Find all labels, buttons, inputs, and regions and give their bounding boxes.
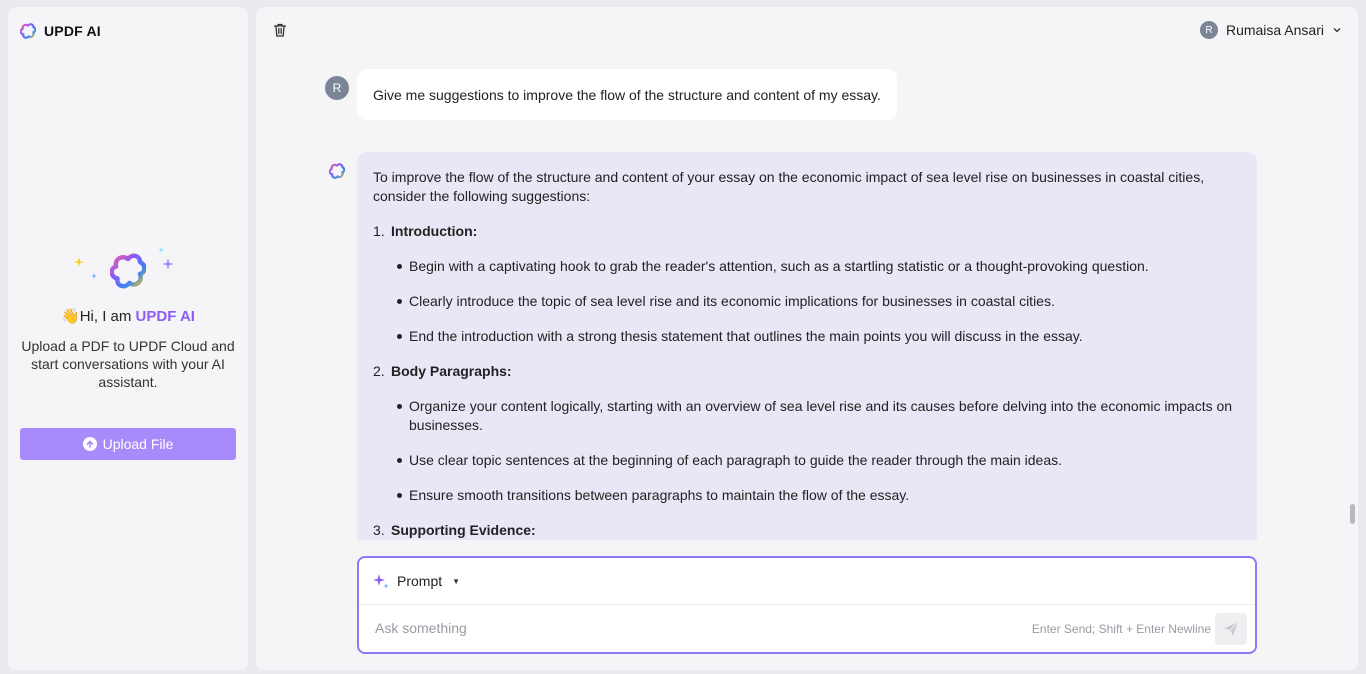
user-name: Rumaisa Ansari [1225,22,1324,38]
updf-logo-icon [329,163,345,179]
list-item: Use clear topic sentences at the beginning of each paragraph to guide the reader through the main ideas. [373,451,1241,470]
section-number: 1. [373,223,385,239]
sparkle-icon [74,257,84,267]
caret-down-icon: ▼ [452,576,461,586]
brand [20,23,101,39]
message-composer [357,556,1257,654]
input-row [359,605,1255,652]
sparkle-icon [162,257,174,271]
send-icon [1222,620,1240,638]
ai-intro: To improve the flow of the structure and content of your essay on the economic impact of sea level rise on businesses in coastal cities, consider the following suggestions: [373,169,1205,204]
clear-chat-button[interactable] [272,22,288,43]
ask-input[interactable] [375,617,1015,639]
section-title [373,222,1241,241]
prompt-mode-label: Prompt [397,573,443,589]
chevron-down-icon [1332,25,1342,35]
upload-file-button[interactable] [20,428,236,460]
list-item [373,222,1241,346]
section-number: 3. [373,522,385,538]
sparkle-icon [91,273,97,279]
avatar: R [1200,21,1218,39]
section-title [373,521,1241,540]
section-title-text: Supporting Evidence: [391,522,536,538]
user-menu[interactable] [1200,21,1342,39]
section-number: 2. [373,363,385,379]
section-title-text: Body Paragraphs: [391,363,512,379]
list-item [373,362,1241,505]
list-item: Ensure smooth transitions between paragraphs to maintain the flow of the essay. [373,486,1241,505]
send-button[interactable] [1215,613,1247,645]
updf-logo-icon [20,23,36,39]
updf-logo-icon [110,253,146,289]
wave-emoji: 👋 [61,308,80,325]
scrollbar[interactable] [1350,504,1355,524]
keyboard-hint: Enter Send; Shift + Enter Newline [1031,622,1211,636]
upload-file-label: Upload File [102,436,174,452]
greeting-brand: UPDF AI [135,308,195,325]
sparkle-icon [373,573,389,589]
user-message: Give me suggestions to improve the flow of the structure and content of my essay. [357,69,897,120]
list-item: Begin with a captivating hook to grab the reader's attention, such as a startling statistic or a thought-provoking question. [373,257,1241,276]
list-item [373,521,1241,540]
arrow-up-circle-icon [83,437,97,451]
chat-panel [256,7,1358,670]
section-title [373,362,1241,381]
greeting-prefix: Hi, I am [79,308,136,325]
section-title-text: Introduction: [391,223,478,239]
trash-icon [272,22,288,38]
sidebar [8,7,248,670]
list-item: Clearly introduce the topic of sea level rise and its economic implications for businesses in coastal cities. [373,292,1241,311]
avatar: R [325,76,349,100]
welcome-panel [8,243,248,391]
sparkle-icon [158,247,164,253]
welcome-description: Upload a PDF to UPDF Cloud and start conversations with your AI assistant. [21,338,235,390]
ai-message [357,152,1257,540]
list-item: Organize your content logically, starting with an overview of sea level rise and its causes before delving into the economic impacts on businesses. [373,397,1241,435]
list-item: End the introduction with a strong thesis statement that outlines the main points you will discuss in the essay. [373,327,1241,346]
brand-name: UPDF AI [44,23,101,39]
hero-logo [8,243,248,299]
prompt-mode-selector[interactable] [359,558,1255,605]
greeting [8,307,248,325]
